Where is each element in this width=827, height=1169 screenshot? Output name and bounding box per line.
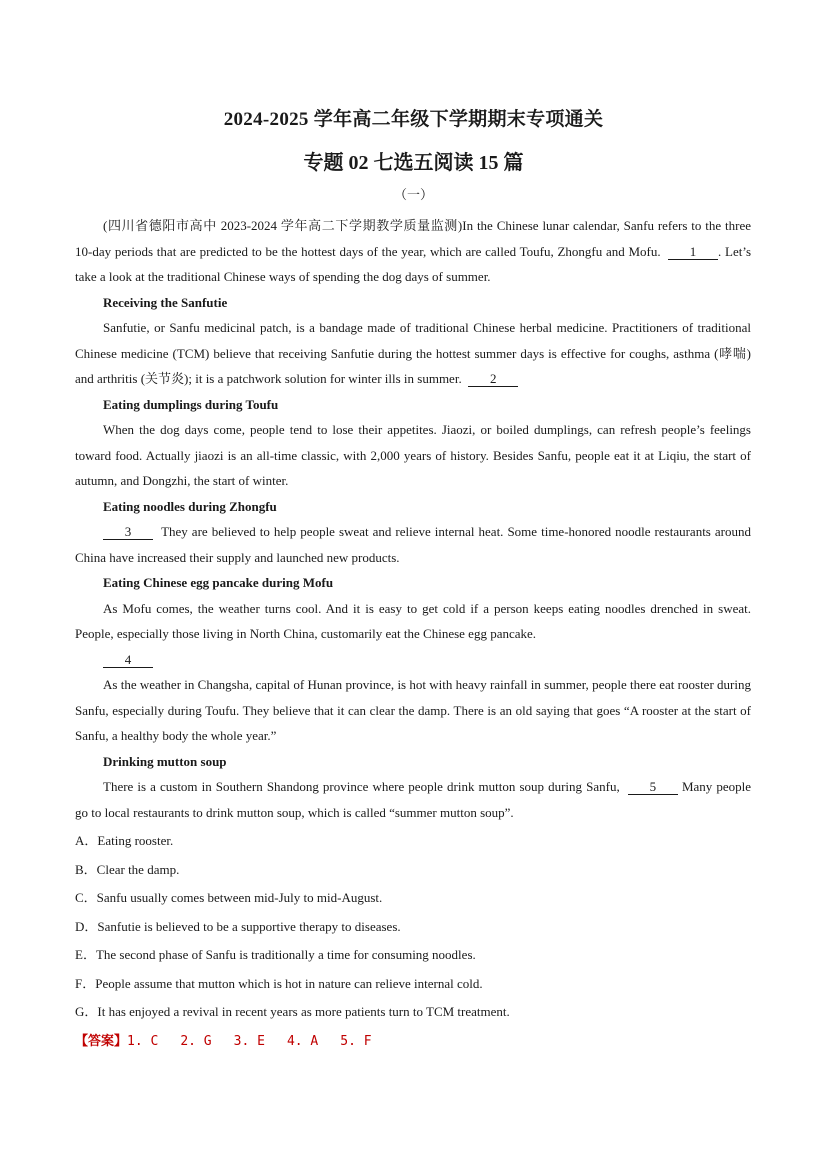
- answer-label: 【答案】: [75, 1032, 128, 1048]
- passage-body: [75, 213, 751, 1056]
- intro-text: In the Chinese lunar calendar, Sanfu refers to the three 10-day periods that are predicted to be the hottest days of the year, which are called Toufu, Zhongfu and Mofu.: [75, 218, 751, 259]
- blank-4: 4: [103, 652, 153, 668]
- option-item: C．Sanfu usually comes between mid-July to mid-August.: [75, 890, 383, 905]
- section-heading: Eating noodles during Zhongfu: [103, 498, 277, 514]
- answer-item: 1. C: [127, 1033, 159, 1049]
- section-paragraph: As Mofu comes, the weather turns cool. And it is easy to get cold if a person keeps eating noodles drenched in sweat. People, especially those living in North China, customarily eat the Chinese egg pancake.: [75, 600, 751, 641]
- section-heading: Eating Chinese egg pancake during Mofu: [103, 575, 334, 590]
- blank-2: 2: [468, 371, 518, 387]
- section-paragraph: When the dog days come, people tend to lose their appetites. Jiaozi, or boiled dumplings, can refresh people’s feelings toward food. Actually jiaozi is an all-time classic, with 2,000 years of history. Besides Sanfu, people eat it at Liqiu, the start of autumn, and Dongzhi, the start of winter.: [75, 422, 751, 488]
- option-item: G．It has enjoyed a revival in recent years as more patients turn to TCM treatment.: [75, 1004, 510, 1019]
- answer-item: 3. E: [233, 1033, 265, 1049]
- intro-source: (四川省德阳市高中 2023-2024 学年高二下学期教学质量监测): [103, 218, 463, 233]
- blank-5: 5: [628, 779, 678, 795]
- section-heading: Drinking mutton soup: [103, 753, 227, 769]
- section-paragraph: 3 They are believed to help people sweat and relieve internal heat. Some time-honored noodle restaurants around China have increased their supply and launched new products.: [75, 524, 751, 565]
- section-paragraph: Sanfutie, or Sanfu medicinal patch, is a bandage made of traditional Chinese herbal medicine. Practitioners of traditional Chinese medicine (TCM) believe that receiving Sanfutie during the hottest summer days is effective for coughs, asthma (哮喘) and arthritis (关节炎); it is a patchwork solution for winter ills in summer. 2: [75, 320, 751, 386]
- intro-text-after: . Let’s take a look at the traditional Chinese ways of spending the dog days of summer.: [75, 243, 752, 284]
- document-title: 2024-2025 学年高二年级下学期期末专项通关: [223, 109, 604, 130]
- answer-item: 4. A: [286, 1033, 319, 1049]
- mutton-paragraph: There is a custom in Southern Shandong province where people drink mutton soup during Sanfu, 5 Many people go to local restaurants to drink mutton soup, which is called “summer mutton soup”.: [75, 779, 751, 820]
- section-heading: Eating dumplings during Toufu: [103, 396, 279, 412]
- blank-4-line: [75, 647, 751, 673]
- document-subtitle: 专题 02 七选五阅读 15 篇: [303, 152, 524, 174]
- section-heading: Receiving the Sanfutie: [103, 294, 228, 310]
- intro-paragraph: [75, 213, 751, 290]
- options-list: [75, 827, 751, 1027]
- blank-3: 3: [103, 524, 153, 540]
- rooster-paragraph: As the weather in Changsha, capital of Hunan province, is hot with heavy rainfall in summer, people there eat rooster during Sanfu, especially during Toufu. They believe that it can clear the damp. There is an old saying that goes “A rooster at the start of Sanfu, a healthy body the whole year.”: [75, 677, 751, 743]
- answer-item: 5. F: [340, 1033, 372, 1049]
- answer-item: 2. G: [180, 1033, 212, 1049]
- option-item: E．The second phase of Sanfu is traditionally a time for consuming noodles.: [75, 947, 476, 962]
- option-item: B．Clear the damp.: [75, 861, 180, 877]
- option-item: D．Sanfutie is believed to be a supportive therapy to diseases.: [75, 918, 401, 934]
- answer-line: [75, 1027, 751, 1056]
- blank-1: 1: [668, 244, 718, 260]
- section-number: （一）: [393, 187, 433, 202]
- option-item: A．Eating rooster.: [75, 833, 174, 848]
- option-item: F．People assume that mutton which is hot in nature can relieve internal cold.: [75, 975, 483, 991]
